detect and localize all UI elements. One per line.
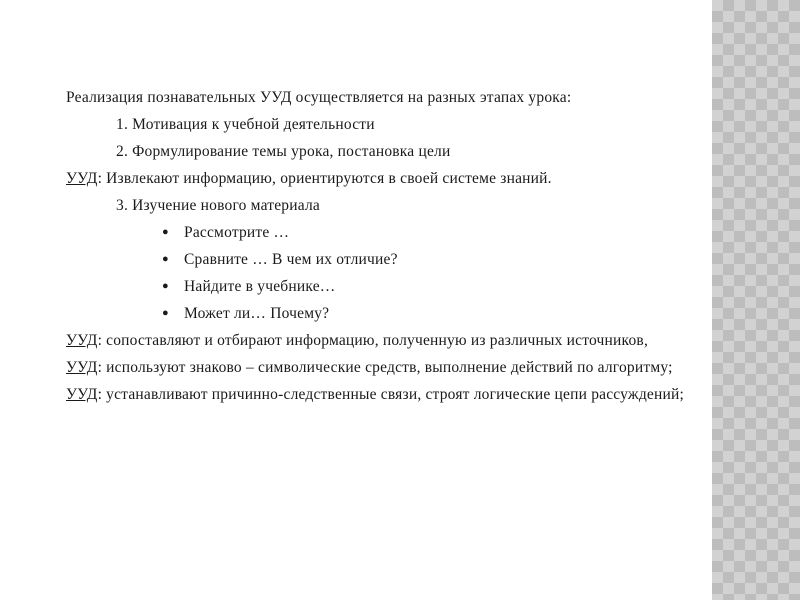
uud-line-1: [66, 165, 714, 192]
bullet-item-2: [66, 246, 714, 273]
step-3: 3. Изучение нового материала: [116, 197, 320, 214]
bullet-text-1: Рассмотрите …: [184, 224, 290, 241]
uud-paragraph-2: [66, 327, 714, 354]
bullet-text-3: Найдите в учебнике…: [184, 278, 336, 295]
bullet-text-2: Сравните … В чем их отличие?: [184, 251, 398, 268]
step-2: 2. Формулирование темы урока, постановка цели: [116, 143, 451, 160]
uud-text-3: : используют знаково – символические средств, выполнение действий по алгоритму;: [97, 359, 673, 376]
bullet-text-4: Может ли… Почему?: [184, 305, 330, 322]
uud-label: УУД: [66, 386, 98, 403]
bullet-icon: ●: [162, 280, 169, 292]
bullet-item-4: [66, 300, 714, 327]
slide-content: [66, 84, 714, 408]
bullet-icon: ●: [162, 226, 169, 238]
uud-paragraph-3: [66, 354, 714, 381]
uud-label: УУД: [66, 359, 98, 376]
uud-label: УУД: [66, 332, 98, 349]
uud-text-1: : Извлекают информацию, ориентируются в своей системе знаний.: [97, 170, 552, 187]
uud-paragraph-4: [66, 381, 714, 408]
bullet-item-3: [66, 273, 714, 300]
decorative-side-pattern: [712, 0, 800, 600]
bullet-item-1: [66, 219, 714, 246]
step-1: 1. Мотивация к учебной деятельности: [116, 116, 375, 133]
uud-text-4: : устанавливают причинно-следственные связи, строят логические цепи рассуждений;: [97, 386, 684, 403]
bullet-icon: ●: [162, 307, 169, 319]
uud-text-2: : сопоставляют и отбирают информацию, полученную из различных источников,: [97, 332, 649, 349]
intro-text: Реализация познавательных УУД осуществляется на разных этапах урока:: [66, 89, 572, 106]
uud-label: УУД: [66, 170, 98, 187]
bullet-icon: ●: [162, 253, 169, 265]
